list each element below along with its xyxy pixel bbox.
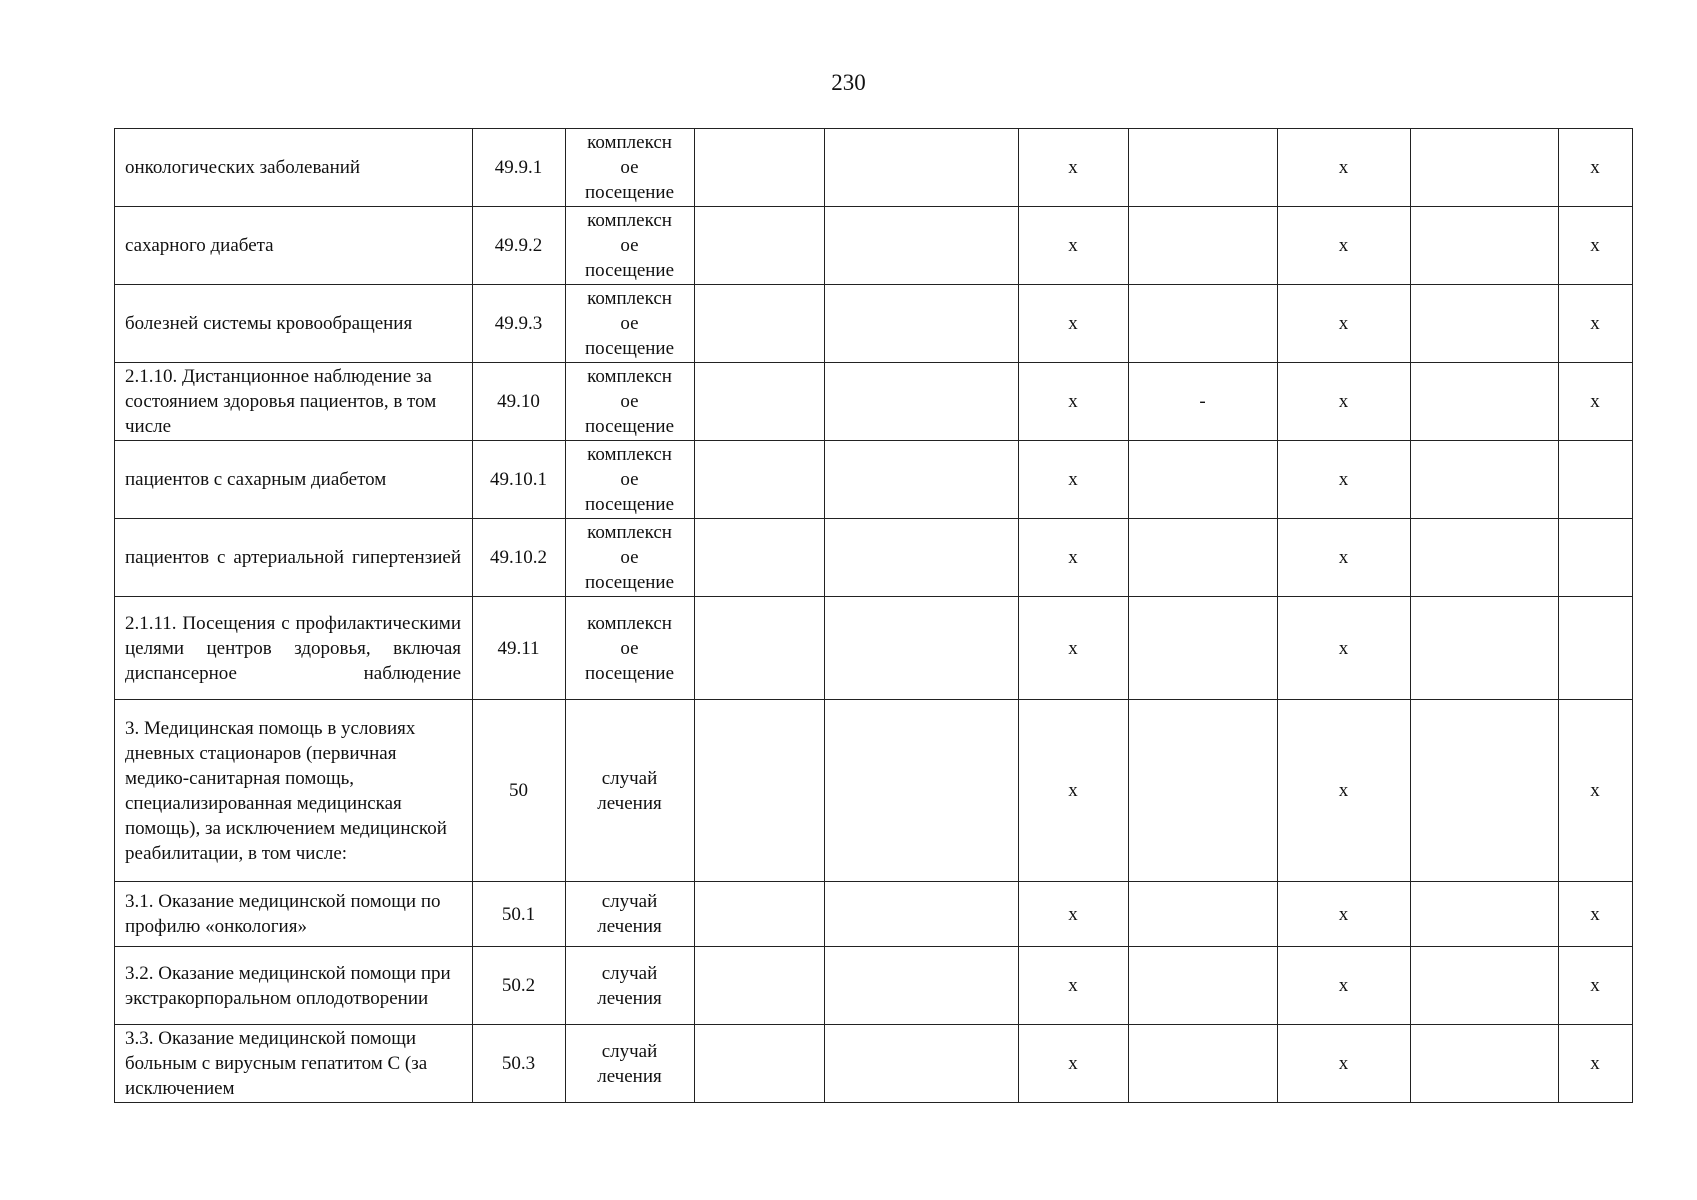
cell-col9 [1411, 597, 1559, 700]
row-name: пациентов с сахарным диабетом [115, 441, 473, 519]
cell-col5 [825, 882, 1019, 947]
cell-col10 [1559, 519, 1633, 597]
cell-col6: х [1019, 129, 1129, 207]
row-unit: случай лечения [566, 1025, 695, 1103]
cell-col6: х [1019, 285, 1129, 363]
cell-col8: х [1278, 441, 1411, 519]
cell-col7: - [1129, 363, 1278, 441]
cell-col5 [825, 519, 1019, 597]
cell-col7 [1129, 285, 1278, 363]
cell-col4 [695, 882, 825, 947]
cell-col10: х [1559, 207, 1633, 285]
cell-col10: х [1559, 363, 1633, 441]
cell-col10: х [1559, 1025, 1633, 1103]
row-name: онкологических заболеваний [115, 129, 473, 207]
row-name: сахарного диабета [115, 207, 473, 285]
cell-col8: х [1278, 363, 1411, 441]
cell-col10 [1559, 441, 1633, 519]
row-name: 2.1.10. Дистанционное наблюдение за состоянием здоровья пациентов, в том числе [115, 363, 473, 441]
table-row [115, 700, 1633, 882]
row-code: 49.9.1 [473, 129, 566, 207]
table-row [115, 597, 1633, 700]
cell-col10: х [1559, 285, 1633, 363]
cell-col4 [695, 129, 825, 207]
cell-col7 [1129, 519, 1278, 597]
cell-col6: х [1019, 1025, 1129, 1103]
row-code: 49.9.3 [473, 285, 566, 363]
row-unit: комплексн ое посещение [566, 207, 695, 285]
cell-col9 [1411, 207, 1559, 285]
cell-col10 [1559, 597, 1633, 700]
cell-col8: х [1278, 882, 1411, 947]
cell-col4 [695, 285, 825, 363]
cell-col9 [1411, 700, 1559, 882]
cell-col9 [1411, 363, 1559, 441]
cell-col8: х [1278, 947, 1411, 1025]
cell-col5 [825, 1025, 1019, 1103]
cell-col6: х [1019, 700, 1129, 882]
table-row [115, 1025, 1633, 1103]
row-name: 3.3. Оказание медицинской помощи больным с вирусным гепатитом С (за исключением [115, 1025, 473, 1103]
cell-col6: х [1019, 597, 1129, 700]
cell-col5 [825, 207, 1019, 285]
table-row [115, 129, 1633, 207]
cell-col5 [825, 597, 1019, 700]
cell-col8: х [1278, 1025, 1411, 1103]
cell-col5 [825, 129, 1019, 207]
row-unit: случай лечения [566, 947, 695, 1025]
row-unit: комплексн ое посещение [566, 441, 695, 519]
cell-col7 [1129, 1025, 1278, 1103]
cell-col8: х [1278, 519, 1411, 597]
cell-col5 [825, 441, 1019, 519]
cell-col10: х [1559, 882, 1633, 947]
row-unit: комплексн ое посещение [566, 363, 695, 441]
row-unit: комплексн ое посещение [566, 285, 695, 363]
cell-col9 [1411, 519, 1559, 597]
cell-col7 [1129, 882, 1278, 947]
cell-col7 [1129, 597, 1278, 700]
cell-col9 [1411, 947, 1559, 1025]
cell-col4 [695, 1025, 825, 1103]
cell-col9 [1411, 129, 1559, 207]
row-code: 49.10.2 [473, 519, 566, 597]
cell-col6: х [1019, 519, 1129, 597]
cell-col9 [1411, 1025, 1559, 1103]
cell-col8: х [1278, 597, 1411, 700]
row-code: 50.2 [473, 947, 566, 1025]
row-unit: комплексн ое посещение [566, 519, 695, 597]
table-row [115, 947, 1633, 1025]
cell-col6: х [1019, 947, 1129, 1025]
row-unit: случай лечения [566, 882, 695, 947]
cell-col4 [695, 519, 825, 597]
row-name: 2.1.11. Посещения с профилактическими целями центров здоровья, включая диспансерное наблюдение [115, 597, 473, 700]
row-unit: случай лечения [566, 700, 695, 882]
cell-col7 [1129, 207, 1278, 285]
row-name: 3.2. Оказание медицинской помощи при экстракорпоральном оплодотворении [115, 947, 473, 1025]
cell-col7 [1129, 947, 1278, 1025]
cell-col5 [825, 285, 1019, 363]
cell-col9 [1411, 285, 1559, 363]
row-unit: комплексн ое посещение [566, 129, 695, 207]
row-code: 49.10 [473, 363, 566, 441]
cell-col4 [695, 947, 825, 1025]
row-name: болезней системы кровообращения [115, 285, 473, 363]
table-row [115, 519, 1633, 597]
cell-col4 [695, 363, 825, 441]
cell-col10: х [1559, 700, 1633, 882]
row-code: 50.3 [473, 1025, 566, 1103]
row-unit: комплексн ое посещение [566, 597, 695, 700]
cell-col5 [825, 947, 1019, 1025]
row-code: 49.10.1 [473, 441, 566, 519]
row-code: 49.9.2 [473, 207, 566, 285]
cell-col6: х [1019, 441, 1129, 519]
table-row [115, 285, 1633, 363]
cell-col6: х [1019, 363, 1129, 441]
cell-col10: х [1559, 129, 1633, 207]
row-name: 3. Медицинская помощь в условиях дневных стационаров (первичная медико-санитарная помощь, специализированная медицинская помощь), за исключением медицинской реабилитации, в том числе: [115, 700, 473, 882]
cell-col7 [1129, 700, 1278, 882]
table-row [115, 363, 1633, 441]
cell-col4 [695, 700, 825, 882]
row-code: 50.1 [473, 882, 566, 947]
cell-col5 [825, 363, 1019, 441]
cell-col4 [695, 441, 825, 519]
row-code: 49.11 [473, 597, 566, 700]
cell-col8: х [1278, 285, 1411, 363]
cell-col7 [1129, 129, 1278, 207]
table-row [115, 441, 1633, 519]
row-name: пациентов с артериальной гипертензией [115, 519, 473, 597]
cell-col9 [1411, 441, 1559, 519]
cell-col6: х [1019, 207, 1129, 285]
row-code: 50 [473, 700, 566, 882]
cell-col7 [1129, 441, 1278, 519]
cell-col9 [1411, 882, 1559, 947]
row-name: 3.1. Оказание медицинской помощи по профилю «онкология» [115, 882, 473, 947]
cell-col6: х [1019, 882, 1129, 947]
cell-col8: х [1278, 207, 1411, 285]
table-row [115, 882, 1633, 947]
cell-col10: х [1559, 947, 1633, 1025]
cell-col8: х [1278, 129, 1411, 207]
page-number: 230 [831, 70, 866, 95]
cell-col8: х [1278, 700, 1411, 882]
table-row [115, 207, 1633, 285]
cell-col4 [695, 207, 825, 285]
cell-col5 [825, 700, 1019, 882]
data-table [114, 128, 1633, 1103]
cell-col4 [695, 597, 825, 700]
